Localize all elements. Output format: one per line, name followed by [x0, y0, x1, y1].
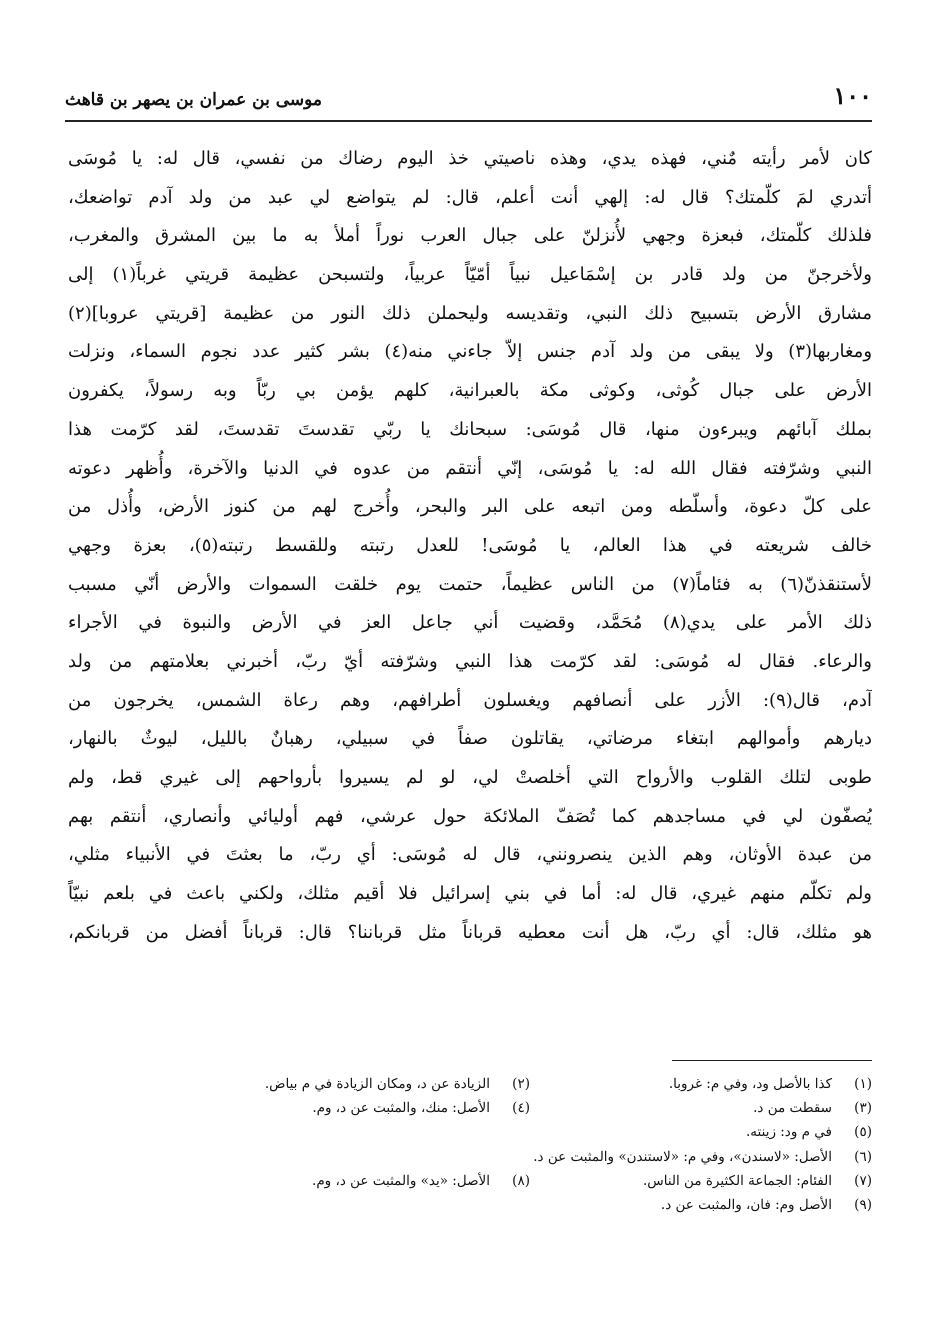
- body-line: الأرض على جبال كُوثى، وكوثى مكة بالعبرانية، كلهم يؤمن بي ربّاً وبه رسولاً، يكفرون: [68, 380, 872, 402]
- footnote: [530, 1096, 872, 1120]
- body-line: هو مثلك، قال: أي ربّ، هل أنت معطيه قرباناً مثل قرباننا؟ قال: قرباناً أفضل من قربانكم،: [68, 921, 872, 943]
- footnote-text: الأصل: «يد» والمثبت عن د، وم.: [312, 1172, 490, 1189]
- body-line: آدم، قال(٩): الأزر على أنصافهم ويغسلون أطرافهم، وهم رعاة الشمس، يخرجون من: [68, 689, 872, 711]
- footnote-text: سقطت من د.: [753, 1100, 832, 1117]
- footnote-number: (٤): [512, 1100, 530, 1117]
- footnote: [661, 1193, 872, 1217]
- footnote-number: (٢): [512, 1076, 530, 1092]
- footnote-text: كذا بالأصل ود، وفي م: غروبا.: [668, 1076, 832, 1092]
- footnote-text: الأصل: منك، والمثبت عن د، وم.: [312, 1100, 490, 1117]
- body-line: بملك آبائهم ويبرءون منها، قال مُوسَى: سبحانك يا ربّي تقدستَ تقدستَ، لقد كرّمت هذا: [68, 418, 872, 440]
- page-number: ١٠٠: [833, 81, 872, 110]
- body-line: على كلّ دعوة، وأسلّطه ومن اتبعه على البر والبحر، وأُخرج لهم من كنوز الأرض، وأُذل من: [68, 496, 872, 518]
- body-text: [68, 140, 872, 952]
- body-line: ولأخرجنّ من ولد قادر بن إسْمَاعيل نبياً أمّيّاً عربياً، ولتسبحن عظيمة قريتي غرباً(١) إلى: [68, 264, 872, 286]
- footnote: [188, 1072, 530, 1096]
- footnote-number: (٨): [512, 1172, 530, 1189]
- body-line: من عبدة الأوثان، وهم الذين ينصرونني، قال له مُوسَى: أي ربّ، ما بعثتَ في الأنبياء مثلي،: [68, 844, 872, 866]
- body-line: كان لأمر رأيته مٌني، فهذه يدي، وهذه ناصيتي خذ اليوم رضاك من نفسي، قال له: يا مُوسَى: [68, 148, 872, 169]
- body-line: والرعاء. فقال له مُوسَى: لقد كرّمت هذا النبي وشرّفته أيّ ربّ، أخبرني بعلامتهم من ولد: [68, 650, 872, 672]
- footnote-number: (٦): [854, 1148, 872, 1165]
- body-line: لأستنقذنّ(٦) به فئاماً(٧) من الناس عظيماً، حتمت يوم خلقت السموات والأرض أنّي مسبب: [68, 573, 872, 595]
- footnote-number: (١): [854, 1076, 872, 1092]
- footnote-row: [68, 1193, 872, 1217]
- body-line: ذلك الأمر على يدي(٨) مُحَمَّد، وقضيت أني جاعل العز في الأرض والنبوة في الأجراء: [68, 612, 872, 634]
- footnote-row: [68, 1072, 872, 1096]
- body-line: فلذلك كلّمتك، فبعزة وجهي لأُنزلنّ على جبال العرب نوراً أملأ به ما بين المشرق والمغرب،: [68, 225, 872, 247]
- body-line: النبي وشرّفته فقال الله له: يا مُوسَى، إنّي أنتقم من عدوه في الدنيا والآخرة، وأُظهر دعوته: [68, 457, 872, 479]
- body-line: طوبى لتلك القلوب والأرواح التي أخلصتْ لي، لو لم يسيروا بأرواحهم إلى غيري قط، ولم: [68, 767, 872, 788]
- footnote: [188, 1096, 530, 1120]
- footnote-number: (٥): [854, 1124, 872, 1141]
- footnote-row: [68, 1145, 872, 1169]
- body-line: ولم تكلّم منهم غيري، قال له: أما في بني إسرائيل فلا أقيم مثلك، ولكني باعث في بلعم نبيّاً: [68, 883, 872, 905]
- body-line: ومغاربها(٣) ولا يبقى من ولد آدم جنس إلاّ جاءني منه(٤) بشر كثير عدد نجوم السماء، ونزلت: [68, 341, 872, 363]
- footnote-number: (٣): [854, 1100, 872, 1117]
- running-head: موسى بن عمران بن يصهر بن قاهث: [65, 90, 323, 110]
- footnote: [530, 1072, 872, 1096]
- footnote: [188, 1169, 530, 1193]
- page-header: [65, 70, 872, 110]
- footnote-number: (٧): [854, 1172, 872, 1189]
- body-line: يُصفّون لي في مساجدهم كما تُصَفّ الملائكة حول عرشي، فهم أوليائي وأنصاري، أنتقم بهم: [68, 805, 872, 827]
- footnote-text: الفئام: الجماعة الكثيرة من الناس.: [642, 1172, 832, 1189]
- footnote-row: [68, 1169, 872, 1193]
- footnote: [533, 1145, 872, 1169]
- footnote: [530, 1169, 872, 1193]
- footnote: [746, 1120, 872, 1144]
- footnotes: [68, 1072, 872, 1217]
- body-line: أتدري لمَ كلّمتك؟ قال له: إلهي أنت أعلم، قال: لم يتواضع لي عبد من ولد آدم تواضعك،: [68, 186, 872, 208]
- footnote-text: في م ود: زينته.: [746, 1124, 832, 1141]
- body-line: مشارق الأرض بتسبيح ذلك النبي، وتقديسه وليحملن ذلك النور من عظيمة [قريتي عروبا](٢): [68, 302, 872, 324]
- footnote-text: الأصل وم: فان، والمثبت عن د.: [660, 1196, 832, 1213]
- footnote-row: [68, 1096, 872, 1120]
- footnote-text: الزيادة عن د، ومكان الزيادة في م بياض.: [264, 1076, 490, 1092]
- body-line: خالف شريعته في هذا العالم، يا مُوسَى! للعدل رتبته وللقسط رتبته(٥)، بعزة وجهي: [68, 534, 872, 556]
- footnote-rule: [672, 1060, 872, 1061]
- footnote-row: [68, 1120, 872, 1144]
- body-line: ديارهم وأموالهم ابتغاء مرضاتي، يقاتلون صفاً في سبيلي، رهبانٌ بالليل، ليوثٌ بالنهار،: [68, 728, 872, 750]
- header-rule: [65, 120, 872, 122]
- footnote-number: (٩): [854, 1196, 872, 1213]
- footnote-text: الأصل: «لاسندن»، وفي م: «لاستندن» والمثبت عن د.: [533, 1148, 832, 1165]
